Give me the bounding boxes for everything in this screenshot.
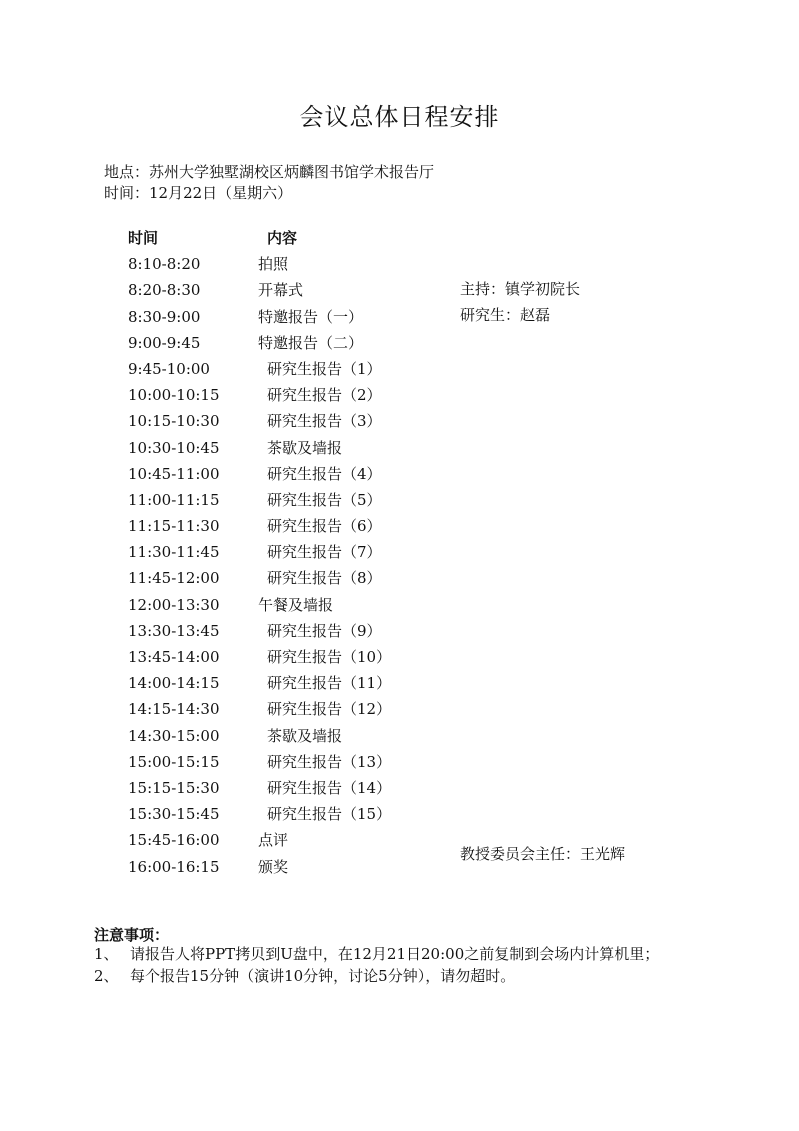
row-content: 点评 (258, 831, 289, 850)
header-content: 内容 (267, 229, 298, 247)
schedule-header (128, 225, 688, 251)
row-time: 14:15-14:30 (128, 700, 220, 719)
row-content: 颁奖 (258, 857, 289, 876)
schedule-row (128, 356, 688, 382)
notice-item-number: 1、 (94, 945, 119, 963)
row-content: 午餐及墙报 (258, 595, 334, 614)
schedule-row (128, 330, 688, 356)
row-time: 15:00-15:15 (128, 752, 220, 771)
schedule-row (128, 277, 688, 303)
row-content: 研究生报告（2） (267, 386, 382, 405)
row-time: 15:30-15:45 (128, 805, 220, 824)
row-content: 研究生报告（11） (267, 674, 392, 693)
row-content: 特邀报告（一） (258, 307, 364, 326)
schedule-row (128, 251, 688, 277)
row-time: 11:15-11:30 (128, 517, 220, 536)
notice-item (94, 944, 659, 964)
row-content: 研究生报告（7） (267, 543, 382, 562)
row-time: 14:30-15:00 (128, 726, 220, 745)
row-content: 研究生报告（15） (267, 805, 392, 824)
host-note: 主持：镇学初院长 (460, 280, 581, 298)
row-content: 研究生报告（12） (267, 700, 392, 719)
student-host-note: 研究生：赵磊 (460, 306, 551, 324)
schedule-row (128, 304, 688, 330)
schedule-row (128, 749, 688, 775)
notice-item-text: 每个报告15分钟（演讲10分钟，讨论5分钟），请勿超时。 (130, 967, 516, 985)
row-time: 14:00-14:15 (128, 674, 220, 693)
schedule-row (128, 513, 688, 539)
row-content: 开幕式 (258, 281, 304, 300)
row-time: 13:30-13:45 (128, 621, 220, 640)
row-content: 茶歇及墙报 (267, 726, 343, 745)
row-time: 10:15-10:30 (128, 412, 220, 431)
schedule-row (128, 435, 688, 461)
row-time: 8:20-8:30 (128, 281, 201, 300)
row-content: 研究生报告（5） (267, 490, 382, 509)
row-time: 11:30-11:45 (128, 543, 220, 562)
notice-item (94, 966, 515, 986)
row-time: 8:10-8:20 (128, 255, 201, 274)
header-time: 时间 (128, 229, 159, 247)
location-line: 地点：苏州大学独墅湖校区炳麟图书馆学术报告厅 (104, 163, 435, 181)
date-line: 时间：12月22日（星期六） (104, 184, 293, 202)
notice-title: 注意事项： (94, 926, 170, 944)
row-time: 15:15-15:30 (128, 778, 220, 797)
schedule-row (128, 461, 688, 487)
row-content: 研究生报告（6） (267, 517, 382, 536)
row-content: 研究生报告（3） (267, 412, 382, 431)
row-time: 9:00-9:45 (128, 333, 201, 352)
row-time: 13:45-14:00 (128, 648, 220, 666)
schedule-row (128, 408, 688, 434)
notice-item-text: 请报告人将PPT拷贝到U盘中，在12月21日20:00之前复制到会场内计算机里； (130, 945, 660, 963)
row-time: 11:45-12:00 (128, 569, 220, 588)
schedule-row (128, 670, 688, 696)
row-time: 10:45-11:00 (128, 464, 220, 483)
schedule-row (128, 618, 688, 644)
row-content: 茶歇及墙报 (267, 438, 343, 457)
row-time: 11:00-11:15 (128, 490, 220, 509)
schedule-row (128, 696, 688, 722)
row-content: 特邀报告（二） (258, 333, 364, 352)
row-content: 研究生报告（9） (267, 621, 382, 640)
schedule-row (128, 644, 688, 670)
row-content: 研究生报告（4） (267, 464, 382, 483)
row-time: 16:00-16:15 (128, 857, 220, 876)
row-time: 12:00-13:30 (128, 595, 220, 614)
chair-note: 教授委员会主任：王光辉 (460, 845, 626, 863)
row-time: 10:30-10:45 (128, 438, 220, 457)
schedule-row (128, 775, 688, 801)
row-content: 研究生报告（13） (267, 752, 392, 771)
row-content: 研究生报告（1） (267, 359, 382, 378)
row-content: 研究生报告（14） (267, 778, 392, 797)
schedule-table (128, 225, 688, 880)
row-time: 8:30-9:00 (128, 307, 201, 326)
schedule-row (128, 592, 688, 618)
row-content: 研究生报告（10） (267, 648, 392, 666)
schedule-row (128, 565, 688, 591)
row-time: 9:45-10:00 (128, 359, 210, 378)
row-time: 10:00-10:15 (128, 386, 220, 405)
row-time: 15:45-16:00 (128, 831, 220, 850)
schedule-row (128, 723, 688, 749)
notice-item-number: 2、 (94, 967, 119, 985)
schedule-row (128, 487, 688, 513)
row-content: 拍照 (258, 255, 289, 274)
page-title: 会议总体日程安排 (299, 103, 500, 131)
schedule-row (128, 539, 688, 565)
row-content: 研究生报告（8） (267, 569, 382, 588)
schedule-row (128, 801, 688, 827)
schedule-row (128, 382, 688, 408)
